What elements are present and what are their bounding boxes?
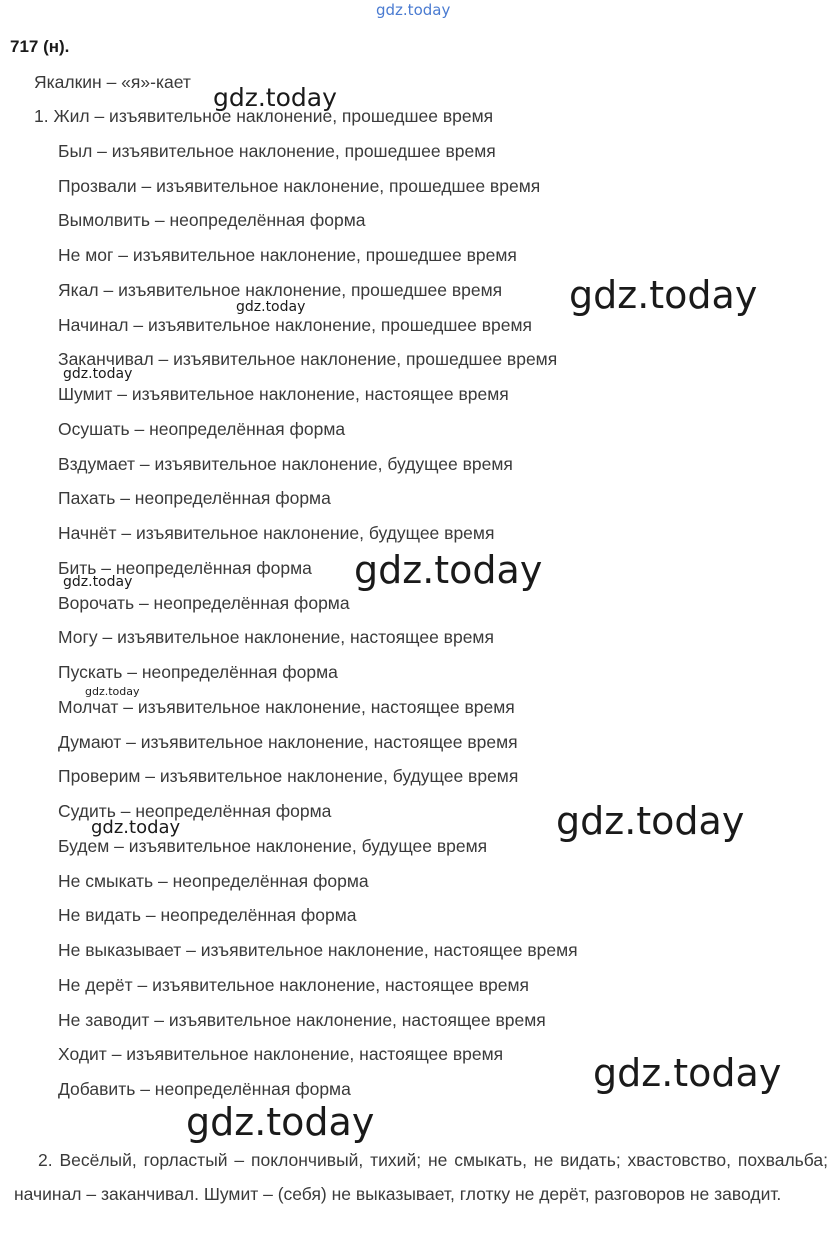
answer-line: 1. Жил – изъявительное наклонение, прошедшее время — [34, 106, 494, 126]
answer-line: Начинал – изъявительное наклонение, прошедшее время — [58, 315, 532, 335]
answer-line: Могу – изъявительное наклонение, настоящее время — [58, 627, 494, 647]
answer-line: Не заводит – изъявительное наклонение, настоящее время — [58, 1010, 546, 1030]
watermark: gdz.today — [213, 83, 337, 112]
watermark: gdz.today — [556, 799, 745, 843]
answer-line: Был – изъявительное наклонение, прошедшее время — [58, 141, 496, 161]
answer-line: Начнёт – изъявительное наклонение, будущее время — [58, 523, 495, 543]
answer-line: Шумит – изъявительное наклонение, настоящее время — [58, 384, 509, 404]
answer-line: Судить – неопределённая форма — [58, 801, 332, 821]
watermark: gdz.today — [186, 1100, 375, 1144]
watermark: gdz.today — [91, 817, 181, 838]
answer-line: Пускать – неопределённая форма — [58, 662, 338, 682]
answer-line: Не выказывает – изъявительное наклонение, настоящее время — [58, 940, 578, 960]
answer-line: Вздумает – изъявительное наклонение, будущее время — [58, 454, 513, 474]
watermark: gdz.today — [85, 685, 140, 698]
answer-line: Ходит – изъявительное наклонение, настоящее время — [58, 1044, 504, 1064]
answer-line: Бить – неопределённая форма — [58, 558, 312, 578]
watermark-top: gdz.today — [376, 1, 451, 19]
answer-line: Не мог – изъявительное наклонение, прошедшее время — [58, 245, 517, 265]
answer-line: Не видать – неопределённая форма — [58, 905, 357, 925]
answer-line: Якал – изъявительное наклонение, прошедшее время — [58, 280, 503, 300]
answer-line: Вымолвить – неопределённая форма — [58, 210, 366, 230]
answer-part-2: 2. Весёлый, горластый – поклончивый, тихий; не смыкать, не видать; хвастовство, похвальба; начинал – заканчивал. Шумит – (себя) не выказывает, глотку не дерёт, разговоров не заводит. — [14, 1150, 828, 1204]
watermark: gdz.today — [569, 273, 758, 317]
answer-line: Прозвали – изъявительное наклонение, прошедшее время — [58, 176, 541, 196]
watermark: gdz.today — [63, 574, 133, 590]
answer-line: Думают – изъявительное наклонение, настоящее время — [58, 732, 518, 752]
answer-line: Не дерёт – изъявительное наклонение, настоящее время — [58, 975, 529, 995]
watermark: gdz.today — [593, 1051, 782, 1095]
answer-line: Проверим – изъявительное наклонение, будущее время — [58, 766, 519, 786]
answer-line: Пахать – неопределённая форма — [58, 488, 331, 508]
watermark: gdz.today — [63, 366, 133, 382]
watermark: gdz.today — [354, 548, 543, 592]
answer-line: Ворочать – неопределённая форма — [58, 593, 350, 613]
answer-line: Заканчивал – изъявительное наклонение, прошедшее время — [58, 349, 558, 369]
task-number: 717 (н). — [10, 37, 70, 56]
answer-line: Не смыкать – неопределённая форма — [58, 871, 369, 891]
intro-line: Якалкин – «я»-кает — [34, 72, 191, 92]
answer-line: Будем – изъявительное наклонение, будущее время — [58, 836, 488, 856]
answer-line: Осушать – неопределённая форма — [58, 419, 346, 439]
answer-line: Молчат – изъявительное наклонение, настоящее время — [58, 697, 515, 717]
watermark: gdz.today — [236, 299, 306, 315]
answer-line: Добавить – неопределённая форма — [58, 1079, 351, 1099]
